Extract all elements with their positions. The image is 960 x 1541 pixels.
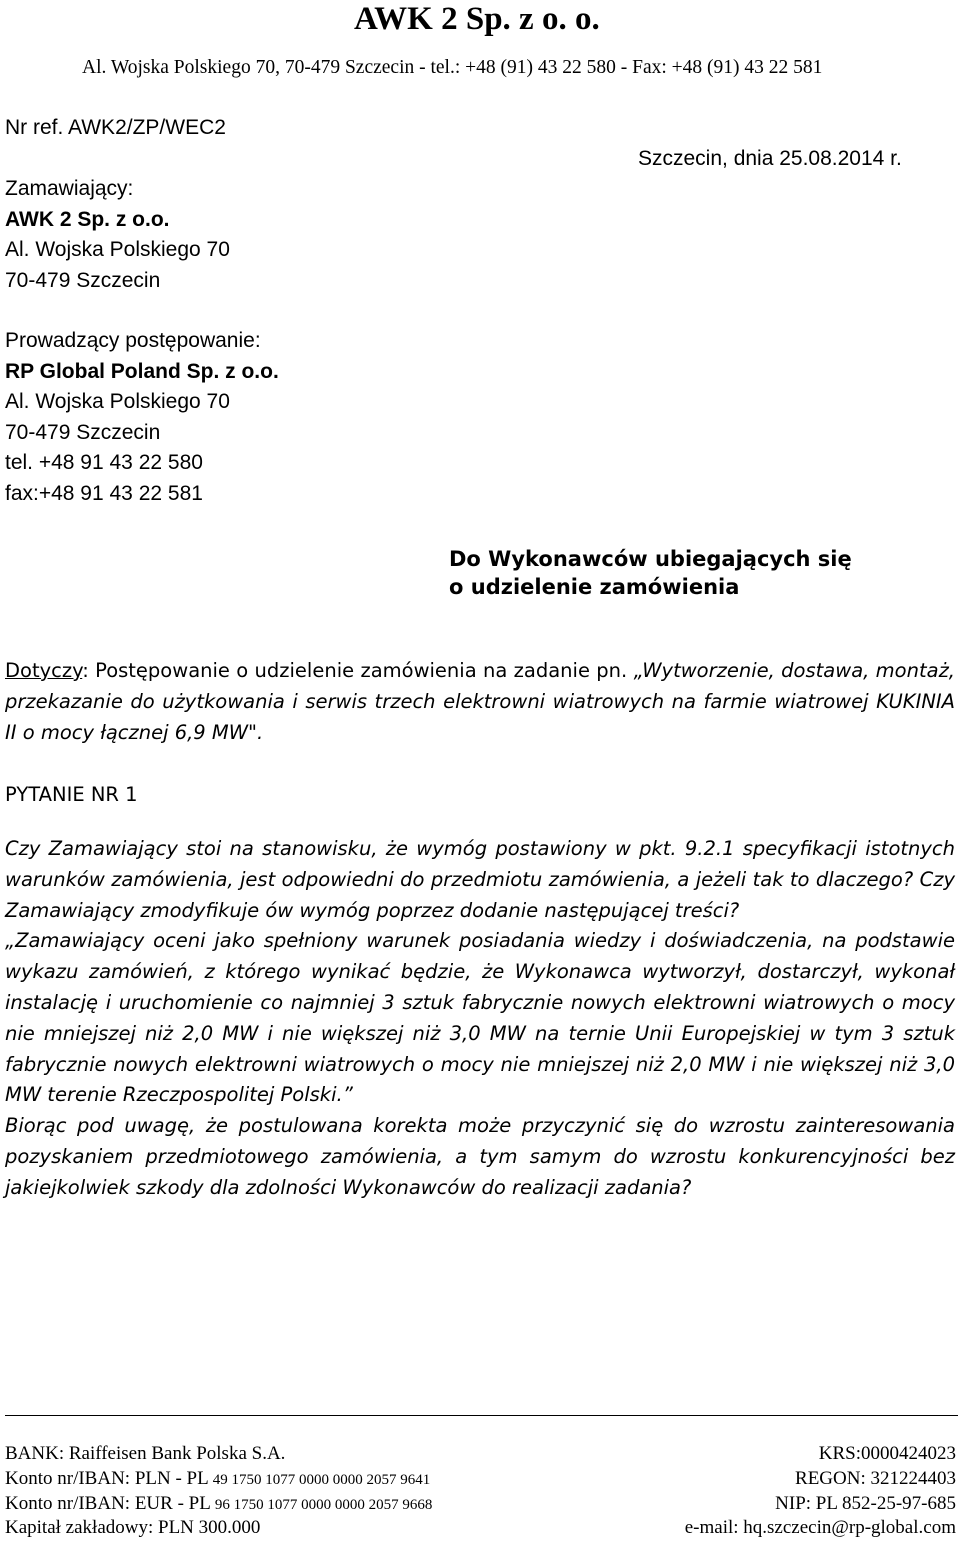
subject-paragraph — [5, 656, 955, 748]
footer-pln-label: Konto nr/IBAN: PLN - PL — [5, 1468, 213, 1489]
procedure-operator-city: 70-479 Szczecin — [5, 420, 161, 444]
procedure-operator-fax: fax:+48 91 43 22 581 — [5, 481, 203, 505]
question-paragraph-2: „Zamawiający oceni jako spełniony warunek posiadania wiedzy i doświadczenia, na podstawie wykazu zamówień, z którego wynikać będzie, że Wykonawca wytworzył, dostarczył, wykonał instalację i uruchomienie co najmniej 3 sztuk fabrycznie nowych elektrowni wiatrowych o mocy nie mniejszej niż 2,0 MW i nie większej niż 3,0 MW na ternie Unii Europejskiej w tym 3 sztuk fabrycznie nowych elektrowni wiatrowych o mocy nie mniejszej niż 2,0 MW i nie większej niż 3,0 MW terenie Rzeczpospolitej Polski.” — [5, 929, 955, 1107]
procedure-operator-street: Al. Wojska Polskiego 70 — [5, 390, 230, 414]
contracting-authority-block — [5, 174, 230, 296]
footer-email: e-mail: hq.szczecin@rp-global.com — [684, 1517, 956, 1538]
footer-pln-account — [5, 1467, 430, 1492]
procedure-operator-tel: tel. +48 91 43 22 580 — [5, 451, 203, 475]
contracting-authority-street: Al. Wojska Polskiego 70 — [5, 238, 230, 262]
footer-divider — [5, 1415, 958, 1416]
footer-nip: NIP: PL 852-25-97-685 — [775, 1493, 956, 1514]
footer-krs: KRS:0000424023 — [818, 1443, 956, 1464]
footer-eur-account — [5, 1492, 432, 1517]
letter-date: Szczecin, dnia 25.08.2014 r. — [638, 147, 902, 170]
footer-pln-number: 49 1750 1077 0000 0000 2057 9641 — [212, 1472, 431, 1488]
question-body — [5, 834, 955, 1204]
question-paragraph-3: Biorąc pod uwagę, że postulowana korekta może przyczynić się do wzrostu zainteresowania pozyskaniem przedmiotowego zamówienia, a tym samym do wzrostu konkurencyjności bez jakiejkolwiek szkody dla zdolności Wykonawców do realizacji zadania? — [5, 1114, 955, 1199]
footer-capital: Kapitał zakładowy: PLN 300.000 — [5, 1517, 261, 1538]
contracting-authority-city: 70-479 Szczecin — [5, 268, 161, 292]
procedure-operator-block — [5, 326, 279, 510]
question-paragraph-1: Czy Zamawiający stoi na stanowisku, że wymóg postawiony w pkt. 9.2.1 specyfikacji istotnych warunków zamówienia, jest odpowiedni do przedmiotu zamówienia, a jeżeli tak to dlaczego? Czy Zamawiający zmodyfikuje ów wymóg poprzez dodanie następującej treści? — [5, 837, 955, 922]
footer-bank: BANK: Raiffeisen Bank Polska S.A. — [5, 1443, 286, 1464]
company-address: Al. Wojska Polskiego 70, 70-479 Szczecin - tel.: +48 (91) 43 22 580 - Fax: +48 (91) 43 22 581 — [82, 57, 823, 78]
contracting-authority-name: AWK 2 Sp. z o.o. — [5, 207, 170, 231]
footer-eur-label: Konto nr/IBAN: EUR - PL — [5, 1493, 215, 1514]
company-title: AWK 2 Sp. z o. o. — [354, 1, 600, 37]
procedure-operator-label: Prowadzący postępowanie: — [5, 329, 261, 352]
footer-regon: REGON: 321224403 — [795, 1468, 956, 1489]
reference-number: Nr ref. AWK2/ZP/WEC2 — [5, 116, 226, 139]
subject-text: : Postępowanie o udzielenie zamówienia na zadanie pn. — [82, 659, 634, 682]
subject-task-title: „Wytworzenie, dostawa, montaż, przekazanie do użytkowania i serwis trzech elektrowni wiatrowych na farmie wiatrowej KUKINIA II o mocy łącznej 6,9 MW". — [5, 659, 955, 744]
addressee-line-1: Do Wykonawców ubiegających się — [449, 547, 852, 571]
subject-label: Dotyczy — [5, 659, 83, 682]
addressee-line-2: o udzielenie zamówienia — [449, 575, 740, 599]
footer-eur-number: 96 1750 1077 0000 0000 2057 9668 — [214, 1497, 433, 1513]
contracting-authority-label: Zamawiający: — [5, 177, 134, 200]
procedure-operator-name: RP Global Poland Sp. z o.o. — [5, 359, 279, 383]
question-title: PYTANIE NR 1 — [5, 783, 138, 806]
